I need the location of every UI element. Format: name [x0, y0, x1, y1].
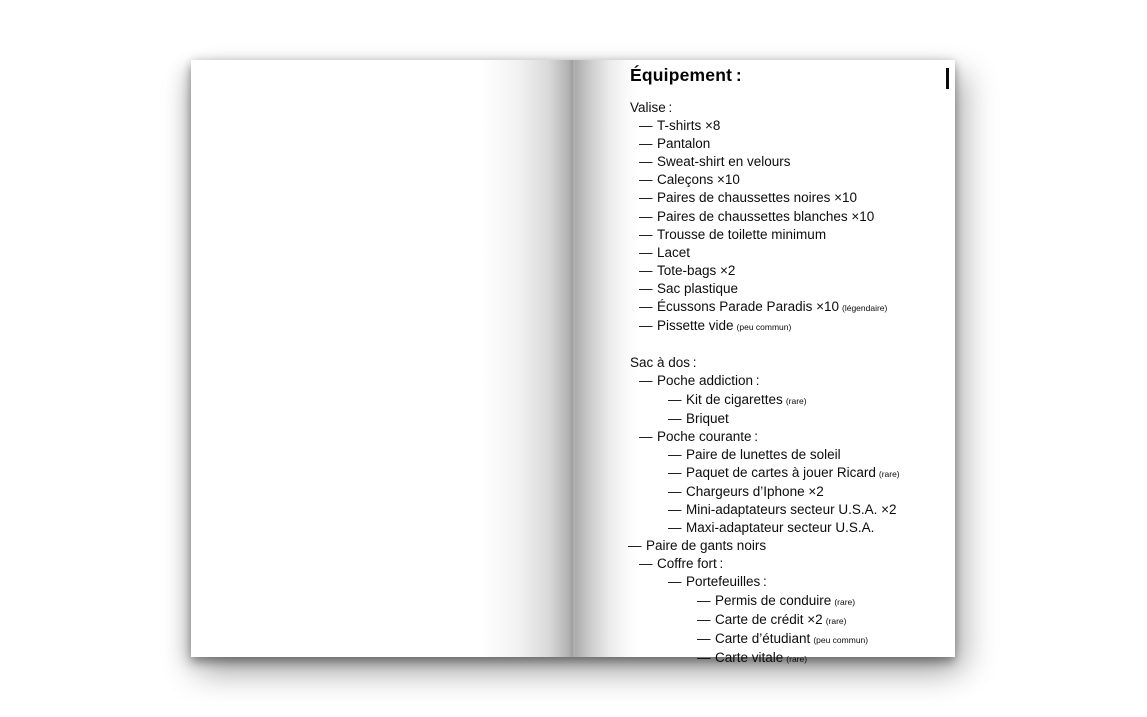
- dash-bullet: —: [639, 299, 653, 315]
- page-content: [630, 63, 951, 668]
- rarity-note: (rare): [785, 395, 807, 406]
- item-text: Briquet: [686, 410, 729, 426]
- item-text: Pantalon: [657, 136, 711, 152]
- right-page: [575, 60, 955, 665]
- item-text: Paires de chaussettes noires ×10: [657, 190, 857, 206]
- rarity-note: (rare): [825, 615, 847, 626]
- item-text: Sweat-shirt en velours: [657, 154, 791, 170]
- page-title: Équipement :: [630, 65, 742, 85]
- list-item: [668, 446, 951, 464]
- item-text: Kit de cigarettes: [686, 391, 783, 407]
- item-text: Maxi-adaptateur secteur U.S.A.: [686, 520, 875, 536]
- dash-bullet: —: [697, 649, 711, 665]
- dash-bullet: —: [668, 391, 682, 407]
- list-item: [639, 153, 951, 171]
- item-text: Chargeurs d’Iphone ×2: [686, 483, 824, 499]
- list-item: [668, 391, 951, 410]
- dash-bullet: —: [697, 630, 711, 646]
- list-item: [628, 537, 951, 555]
- item-text: Poche courante :: [657, 428, 759, 444]
- item-text: Mini-adaptateurs secteur U.S.A. ×2: [686, 502, 897, 518]
- dash-bullet: —: [668, 574, 682, 590]
- item-text: Poche addiction :: [657, 373, 760, 389]
- dash-bullet: —: [639, 373, 653, 389]
- item-text: Sac plastique: [657, 280, 739, 296]
- rarity-note: (rare): [834, 596, 856, 607]
- list-item: [639, 171, 951, 189]
- dash-bullet: —: [639, 280, 653, 296]
- list-item: [639, 280, 951, 298]
- item-text: Carte d’étudiant: [715, 630, 811, 646]
- section-header-text: Valise :: [630, 100, 673, 115]
- text-cursor-mark: [946, 68, 949, 89]
- item-text: Caleçons ×10: [657, 172, 740, 188]
- list-item: [639, 372, 951, 390]
- dash-bullet: —: [639, 556, 653, 572]
- equipment-list: [630, 99, 951, 668]
- dash-bullet: —: [639, 262, 653, 278]
- item-text: Portefeuilles :: [686, 574, 767, 590]
- open-book: [191, 60, 955, 665]
- list-item: [639, 298, 951, 317]
- list-item: [697, 649, 951, 668]
- section-header: [630, 99, 951, 117]
- item-text: Écussons Parade Paradis ×10: [657, 299, 839, 315]
- item-text: Coffre fort :: [657, 556, 724, 572]
- list-item: [668, 464, 951, 483]
- dash-bullet: —: [639, 154, 653, 170]
- list-item: [668, 519, 951, 537]
- dash-bullet: —: [639, 318, 653, 334]
- list-item: [639, 189, 951, 207]
- dash-bullet: —: [639, 190, 653, 206]
- list-item: [639, 117, 951, 135]
- section-spacer: [630, 336, 951, 354]
- item-text: Permis de conduire: [715, 592, 832, 608]
- item-text: Paquet de cartes à jouer Ricard: [686, 464, 876, 480]
- item-text: Paire de gants noirs: [646, 538, 767, 554]
- dash-bullet: —: [639, 208, 653, 224]
- dash-bullet: —: [639, 226, 653, 242]
- dash-bullet: —: [628, 538, 642, 554]
- left-page-blank: [191, 60, 572, 657]
- dash-bullet: —: [639, 118, 653, 134]
- dash-bullet: —: [668, 502, 682, 518]
- dash-bullet: —: [639, 136, 653, 152]
- section-header: [630, 354, 951, 372]
- list-item: [639, 428, 951, 446]
- list-item: [668, 483, 951, 501]
- item-text: Paires de chaussettes blanches ×10: [657, 208, 875, 224]
- item-text: Trousse de toilette minimum: [657, 226, 827, 242]
- list-item: [697, 592, 951, 611]
- rarity-note: (légendaire): [842, 303, 888, 314]
- rarity-note: (rare): [786, 653, 808, 664]
- list-item: [639, 317, 951, 336]
- item-text: Carte de crédit ×2: [715, 611, 823, 627]
- dash-bullet: —: [668, 483, 682, 499]
- list-item: [639, 262, 951, 280]
- item-text: Tote-bags ×2: [657, 262, 736, 278]
- list-item: [639, 555, 951, 573]
- dash-bullet: —: [697, 611, 711, 627]
- list-item: [697, 630, 951, 649]
- item-text: T-shirts ×8: [657, 118, 721, 134]
- item-text: Lacet: [657, 244, 691, 260]
- dash-bullet: —: [668, 446, 682, 462]
- dash-bullet: —: [639, 172, 653, 188]
- list-item: [639, 135, 951, 153]
- dash-bullet: —: [639, 244, 653, 260]
- rarity-note: (rare): [878, 468, 900, 479]
- dash-bullet: —: [668, 410, 682, 426]
- list-item: [639, 226, 951, 244]
- item-text: Pissette vide: [657, 318, 734, 334]
- rarity-note: (peu commun): [736, 322, 792, 333]
- list-item: [697, 611, 951, 630]
- section-header-text: Sac à dos :: [630, 355, 697, 371]
- item-text: Paire de lunettes de soleil: [686, 446, 841, 462]
- dash-bullet: —: [668, 520, 682, 536]
- list-item: [668, 573, 951, 591]
- list-item: [639, 244, 951, 262]
- item-text: Carte vitale: [715, 649, 784, 665]
- dash-bullet: —: [639, 428, 653, 444]
- list-item: [639, 208, 951, 226]
- dash-bullet: —: [668, 464, 682, 480]
- rarity-note: (peu commun): [813, 634, 869, 645]
- list-item: [668, 410, 951, 428]
- dash-bullet: —: [697, 592, 711, 608]
- list-item: [668, 501, 951, 519]
